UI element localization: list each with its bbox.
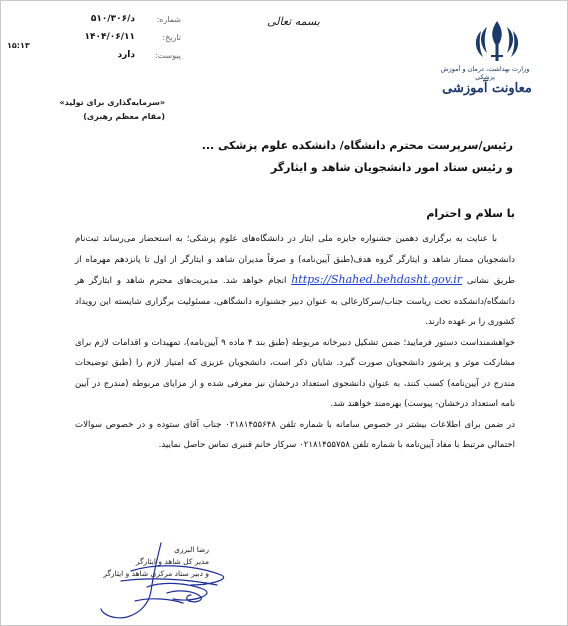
letter-body	[75, 229, 515, 456]
org-title: معاونت آموزشی	[442, 81, 532, 96]
number-label: شماره:	[156, 15, 181, 24]
ministry-emblem-icon	[469, 17, 525, 65]
date-label: تاریخ:	[162, 33, 181, 42]
signer-title-1: مدیر کل شاهد و ایثارگر	[135, 557, 209, 566]
body-paragraph-1-start: با عنایت به برگزاری دهمین جشنواره جایزه ملی ایثار در دانشگاه‌های علوم پزشکی؛ به استحضار می‌رساند ثبت‌نام دانشجویان ممتاز شاهد و ایثارگر گروه هدف(طبق آیین‌نامه) و صرفاً مدیران شاهد و ایثارگر از اول تا پانزدهم مهرماه از طریق نشانی	[75, 234, 515, 286]
body-paragraph-3: در ضمن برای اطلاعات بیشتر در خصوص سامانه با شماره تلفن ۰۲۱۸۱۴۵۵۶۴۸ جناب آقای ستوده و در خصوص سوالات احتمالی مرتبط با مفاد آیین‌نامه با شماره تلفن ۰۲۱۸۱۴۵۵۷۵۸ سرکار خانم قنبری تماس حاصل نمایید.	[75, 419, 515, 450]
body-paragraph-2: خواهشمنداست دستور فرمایید؛ ضمن تشکیل دبیرخانه مربوطه (طبق بند ۴ ماده ۹ آیین‌نامه)، تمهیدات و اقدامات لازم برای مشارکت موثر و پرشور دانشجویان صورت گیرد. شایان ذکر است، دانشجویان عزیزی که امتیاز لازم را (طبق توضیحات مندرج در آیین‌نامه) کسب کنند، به عنوان دانشجوی استعداد درخشان نیز معرفی شده و از مزایای مربوطه (مندرج در آیین نامه استعداد درخشان- پیوست) بهره‌مند خواهند شد.	[75, 337, 515, 409]
year-slogan: «سرمایه‌گذاری برای تولید»	[59, 98, 165, 107]
greeting: با سلام و احترام	[426, 207, 515, 220]
letter-date	[71, 33, 181, 47]
basmala: بسمه تعالی	[267, 15, 320, 28]
body-paragraph-1	[75, 229, 515, 333]
handwritten-signature	[91, 541, 251, 621]
letter-number	[71, 15, 181, 29]
shahed-portal-link[interactable]: https://Shahed.behdasht.gov.ir	[291, 273, 462, 286]
signer-title-2: و دبیر ستاد مرکزی شاهد و ایثارگر	[103, 569, 209, 578]
date-value: ۱۴۰۴/۰۶/۱۱	[84, 32, 135, 42]
org-subtitle: وزارت بهداشت، درمان و آموزش پزشکی	[440, 65, 530, 81]
number-value: ۵۱۰/۳۰۶/د	[90, 14, 135, 24]
body-paragraph-1-end: انجام خواهد شد. مدیریت‌های محترم شاهد و ایثارگر هر دانشگاه/دانشکده تحت ریاست جناب/سرکارعالی به عنوان دبیر جشنواره دانشگاهی، مسئولیت برگزاری شایسته این رویداد کشوری را بر عهده دارند.	[75, 276, 515, 327]
recipient-line-2: و رئیس ستاد امور دانشجویان شاهد و ایثارگر	[270, 161, 513, 174]
attachment-label: پیوست:	[154, 51, 181, 60]
signer-name: رضا البرزی	[174, 545, 209, 554]
attachment-value: دارد	[117, 50, 135, 60]
recipient-line-1: رئیس/سرپرست محترم دانشگاه/ دانشکده علوم پزشکی ...	[201, 139, 513, 152]
time-stamp: ۱۵:۱۳	[7, 41, 30, 50]
year-slogan-source: (مقام معظم رهبری)	[83, 112, 165, 121]
letter-attachment	[71, 51, 181, 65]
